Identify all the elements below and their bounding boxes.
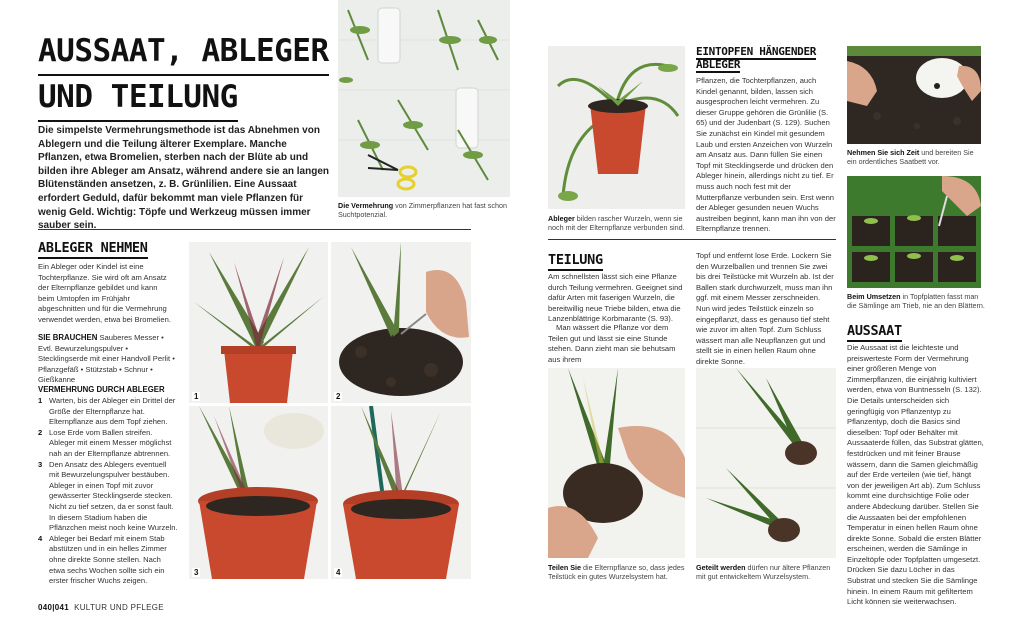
step-item: 2 Lose Erde vom Ballen streifen. Ableger mit einem Messer möglichst nah an der Elternpflanze abtrennen.	[38, 427, 172, 458]
geteilt-caption: Geteilt werden dürfen nur ältere Pflanzen mit gut entwickeltem Wurzelsystem.	[696, 563, 831, 582]
section-divider-left	[38, 229, 471, 230]
teilung-text-3: Topf und entfernt lose Erde. Lockern Sie den Wurzelballen und trennen Sie zwei bis drei Teilstücke mit Wurzeln ab. Ist der Ballen stark durchwurzelt, muss man ihn ggf. mit einem Messer zerschneiden. Nun wird jedes Teilstück einzeln so eingepflanzt, dass es genauso tief steht wie zuvor im alten Topf. Zum Schluss wässert man alle Neupflanzen gut und stellt sie in einen hellen Raum ohne direkte Sonne.	[696, 251, 834, 366]
seed-bowl-photo	[847, 46, 981, 144]
teilung-text-2: Man wässert die Pflanze vor dem Teilen gut und lässt sie eine Stunde stehen. Dann zieht man sie behutsam aus ihrem	[548, 323, 676, 364]
step-item: 3 Den Ansatz des Ablegers eventuell mit Bewurzelungspulver bestäuben. Ableger in einen Topf mit zuvor gewässerter Stecklingserde stecken. Nicht zu tief setzen, da er sonst fault. In diesem Stadium haben die Pflänzchen meist noch keine Wurzeln.	[38, 459, 178, 533]
step-photo-number: 4	[336, 568, 341, 577]
aussaat-text: Die Aussaat ist die leichteste und preiswerteste Form der Vermehrung einer größeren Menge von Zimmerpflanzen, die einjährig kultiviert werden, etwa von Buntnesseln (S. 132). Die Details unterscheiden sich geringfügig von Pflanzentyp zu Pflanzentyp, doch die Basics sind dieselben: Topf oder Behälter mit Aussaaterde füllen, das Substrat glätten, festdrücken und mit feiner Brause wässern, dann die Samen gleichmäßig auf der Erde verteilen (wie tief, hängt von der jeweiligen Art ab). Zum Schluss kommt eine durchsichtige Folie oder andere Abdeckung darüber. Stellen Sie die Aussaaten bei der empfohlenen Temperatur in einen hellen Raum ohne direkte Sonne. Sobald die ersten Blätter erscheinen, werden die Sämlinge in Einzeltöpfe oder Topfplatten umgesetzt. Drücken Sie dazu Löcher in das Substrat und stecken Sie die Sämlinge hinein. In einem Raum mit gefiltertem Licht können sie weiterwachsen.	[847, 343, 984, 607]
umsetzen-caption: Beim Umsetzen in Topfplatten fasst man die Sämlinge am Trieb, nie an den Blättern.	[847, 292, 985, 311]
steps-heading: VERMEHRUNG DURCH ABLEGER	[38, 385, 165, 394]
section-divider-right	[548, 239, 836, 240]
steps-list	[38, 396, 178, 587]
step-photo-4	[331, 406, 471, 579]
ableger-heading: ABLEGER NEHMEN	[38, 240, 148, 256]
aussaat-heading: AUSSAAT	[847, 323, 902, 339]
step-item: 4 Ableger bei Bedarf mit einem Stab abstützen und in ein helles Zimmer ohne direkte Sonne stellen. Nach etwa sechs Wochen sollte sich ein erster frischer Wuchs zeigen.	[38, 533, 167, 586]
step-photo-2	[331, 242, 471, 403]
teilung-heading: TEILUNG	[548, 252, 603, 268]
teilen-caption: Teilen Sie die Elternpflanze so, dass jedes Teilstück ein gutes Wurzelsystem hat.	[548, 563, 685, 582]
folio: 040|041 KULTUR UND PFLEGE	[38, 603, 164, 612]
title-line-2: UND TEILUNG	[38, 76, 238, 122]
step-photo-number: 2	[336, 392, 341, 401]
ableger-text: Ein Ableger oder Kindel ist eine Tochterpflanze. Sie wird oft am Ansatz der Elternpflanze gebildet und kann beim Umtopfen im Frühjahr abgeschnitten und für die Vermehrung verwendet werden, etwa bei Bromelien.	[38, 262, 171, 324]
page-title	[38, 30, 329, 122]
intro-paragraph: Die simpelste Vermehrungsmethode ist das Abnehmen von Ablegern und die Teilung älterer Exemplare. Manche Pflanzen, etwa Bromelien, sterben nach der Blüte ab und bilden ihre Ableger am Ansatz, während andere sie an langen Blütenständen ansetzen, z. B. Grünlilien. Eine Aussaat erfordert Geduld, dafür bekommt man viele Pflanzen für wenig Geld. Wichtig: Töpfe und Werkzeug müssen immer sauber sein.	[38, 125, 330, 232]
top-photo-caption: Die Vermehrung von Zimmerpflanzen hat fast schon Suchtpotenzial.	[338, 201, 507, 220]
divided-plants-photo	[696, 368, 836, 558]
eintopfen-heading: EINTOPFEN HÄNGENDER ABLEGER	[696, 45, 817, 71]
needs-list: SIE BRAUCHEN Sauberes Messer • Evtl. Bewurzelungspulver • Stecklingserde mit einer Handvoll Perlit • Pflanzgefäß • Stützstab • Schnur • Gießkanne	[38, 333, 175, 385]
eintopfen-text: Pflanzen, die Tochterpflanzen, auch Kindel genannt, bilden, lassen sich ausgesprochen leicht vermehren. Zu dieser Gruppe gehören die Grünlilie (S. 65) und der Judenbart (S. 129). Suchen Sie zunächst ein Kindel mit gesundem Laub und ersten Anzeichen von Wurzeln am Ansatz aus. Dann füllen Sie einen Topf mit Stecklingserde und drücken den Ableger hinein, allerdings nicht zu tief. Er muss auch noch fest mit der Mutterpflanze verbunden sein. Erst wenn der Ableger gesunden neuen Wuchs austreiben beginnt, kann man ihn von der Elternpflanze trennen.	[696, 76, 836, 234]
step-item: 1 Warten, bis der Ableger ein Drittel der Größe der Elternpflanze hat. Elternpflanze aus dem Topf ziehen.	[38, 396, 176, 427]
title-line-1: AUSSAAT, ABLEGER	[38, 30, 329, 76]
step-photo-3	[189, 406, 328, 579]
spider-plant-photo	[548, 46, 685, 209]
cuttings-photo	[338, 0, 510, 197]
ableger-caption: Ableger bilden rascher Wurzeln, wenn sie noch mit der Elternpflanze verbunden sind.	[548, 214, 685, 233]
step-photo-number: 1	[194, 392, 199, 401]
step-photo-1	[189, 242, 328, 403]
seedling-tray-photo	[847, 176, 981, 288]
teilung-text-1: Am schnellsten lässt sich eine Pflanze durch Teilung vermehren. Geeignet sind dafür Arten mit faserigen Wurzeln, die bereitwillig neue Triebe bilden, etwa die Lanzenblättrige Korbmarante (S. 93).	[548, 272, 683, 324]
step-photo-number: 3	[194, 568, 199, 577]
zeit-caption: Nehmen Sie sich Zeit und bereiten Sie ein ordentliches Saatbett vor.	[847, 148, 974, 167]
division-hands-photo	[548, 368, 685, 558]
